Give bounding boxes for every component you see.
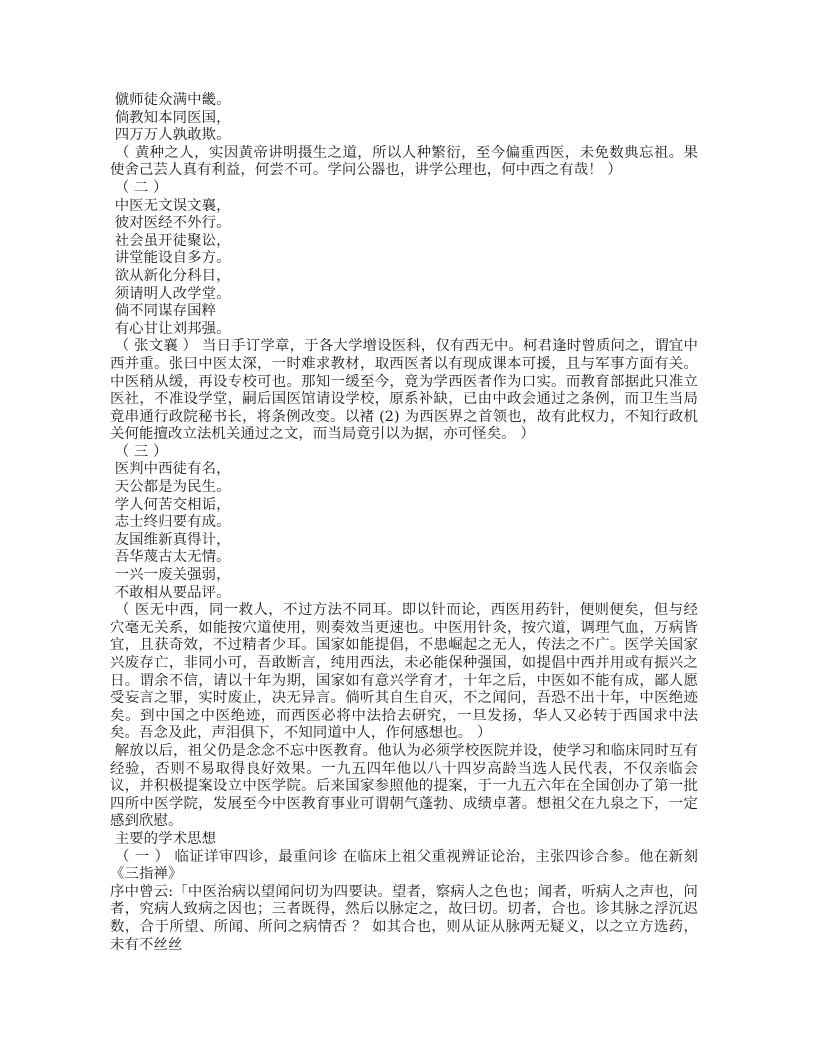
section-heading: 主要的学术思想 bbox=[110, 830, 217, 847]
body-paragraph: 序中曾云:「中医治病以望闻问切为四要诀。望者，察病人之色也；闻者，听病人之声也，问者，究病人致病之因也；三者既得，然后以脉定之，故曰切。切者，合也。诊其脉之浮沉迟数，合于所望、所闻、所问之病情否 ？ 如其合也，则从证从脉两无疑义，以之立方选药，未有不丝丝 bbox=[110, 883, 698, 953]
poem-line: 僦师徒众满中畿。 bbox=[110, 92, 231, 108]
poem-line: 志士终归要有成。 bbox=[110, 514, 231, 531]
section-marker: （ 二 ） bbox=[110, 179, 168, 196]
poem-line: 四万万人孰敢欺。 bbox=[110, 127, 231, 144]
commentary-paragraph: （ 黄种之人，实因黄帝讲明摄生之道，所以人种繁衍，至今偏重西医，未免数典忘祖。果使舍己芸人真有利益，何尝不可。学问公器也，讲学公理也，何中西之有哉！ ） bbox=[110, 144, 698, 179]
poem-line: 彼对医经不外行。 bbox=[110, 215, 231, 232]
poem-line: 倘不同谋存国粹 bbox=[110, 303, 217, 320]
subsection-heading: （ 一 ） 临证详审四诊，最重问诊 在临床上祖父重视辨证论治，主张四诊合参。他在新刻《三指禅》 bbox=[110, 848, 698, 883]
poem-line: 学人何苦交相诟， bbox=[110, 496, 231, 513]
poem-line: 倘教知本同医国， bbox=[110, 109, 231, 126]
poem-line: 医判中西徒有名， bbox=[110, 461, 231, 478]
poem-line: 天公都是为民生。 bbox=[110, 479, 231, 496]
document-page bbox=[110, 92, 698, 954]
commentary-paragraph: （ 张文襄 ） 当日手订学章，于各大学增设医科，仅有西无中。柯君逢时曾质问之，谓宜中西并重。张曰中医太深，一时难求教材，取西医者以有现成课本可援，且与军事方面有关。中医稍从缓，再设专校可也。那知一缓至今，竟为学西医者作为口实。而教育部据此只准立医社，不准设学堂，嗣后国医馆请设学校，原系补缺，已由中政会通过之条例，而卫生当局竟串通行政院秘书长，将条例改变。以褚 (2) 为西医界之首领也，故有此权力，不知行政机关何能擅改立法机关通过之文，而当局竟引以为据，亦可怪矣。 ） bbox=[110, 338, 698, 443]
poem-line: 一兴一废关强弱， bbox=[110, 567, 231, 584]
poem-line: 吾华蔑古太无情。 bbox=[110, 549, 231, 566]
poem-line: 友国维新真得计， bbox=[110, 531, 231, 548]
body-paragraph: 解放以后，祖父仍是念念不忘中医教育。他认为必须学校医院并设，使学习和临床同时互有经验，否则不易取得良好效果。一九五四年他以八十四岁高龄当选人民代表，不仅亲临会议，并积极提案设立中医学院。后来国家参照他的提案，于一九五六年在全国创办了第一批四所中医学院，发展至今中医教育事业可谓朝气蓬勃、成绩卓著。想祖父在九泉之下，一定感到欣慰。 bbox=[110, 742, 698, 830]
poem-line: 中医无文误文襄， bbox=[110, 197, 231, 214]
poem-line: 讲堂能设自多方。 bbox=[110, 250, 231, 267]
poem-line: 欲从新化分科目， bbox=[110, 267, 231, 284]
poem-line: 不敢相从要品评。 bbox=[110, 584, 231, 601]
section-marker: （ 三 ） bbox=[110, 443, 168, 460]
poem-line: 社会虽开徒聚讼， bbox=[110, 232, 231, 249]
poem-line: 有心甘让刘邦强。 bbox=[110, 320, 231, 337]
commentary-paragraph: （ 医无中西，同一救人，不过方法不同耳。即以针而论，西医用药针，便则便矣，但与经穴毫无关系，如能按穴道使用，则奏效当更速也。中医用针灸，按穴道，调理气血，万病皆宜，且获奇效，不过精者少耳。国家如能提倡，不患崛起之无人，传法之不广。医学关国家兴废存亡，非同小可，吾敢断言，纯用西法，未必能保种强国，如提倡中西并用或有振兴之日。谓余不信，请以十年为期，国家如有意兴学育才，十年之后，中医如不能有成，鄙人愿受妄言之罪，实时废止，决无异言。倘听其自生自灭，不之闻问，吾恐不出十年，中医绝迹矣。到中国之中医绝迹，而西医必将中法拾去研究，一旦发扬，华人又必转于西国求中法矣。吾念及此，声泪俱下，不知同道中人，作何感想也。 ） bbox=[110, 602, 698, 742]
poem-line: 须请明人改学堂。 bbox=[110, 285, 231, 302]
